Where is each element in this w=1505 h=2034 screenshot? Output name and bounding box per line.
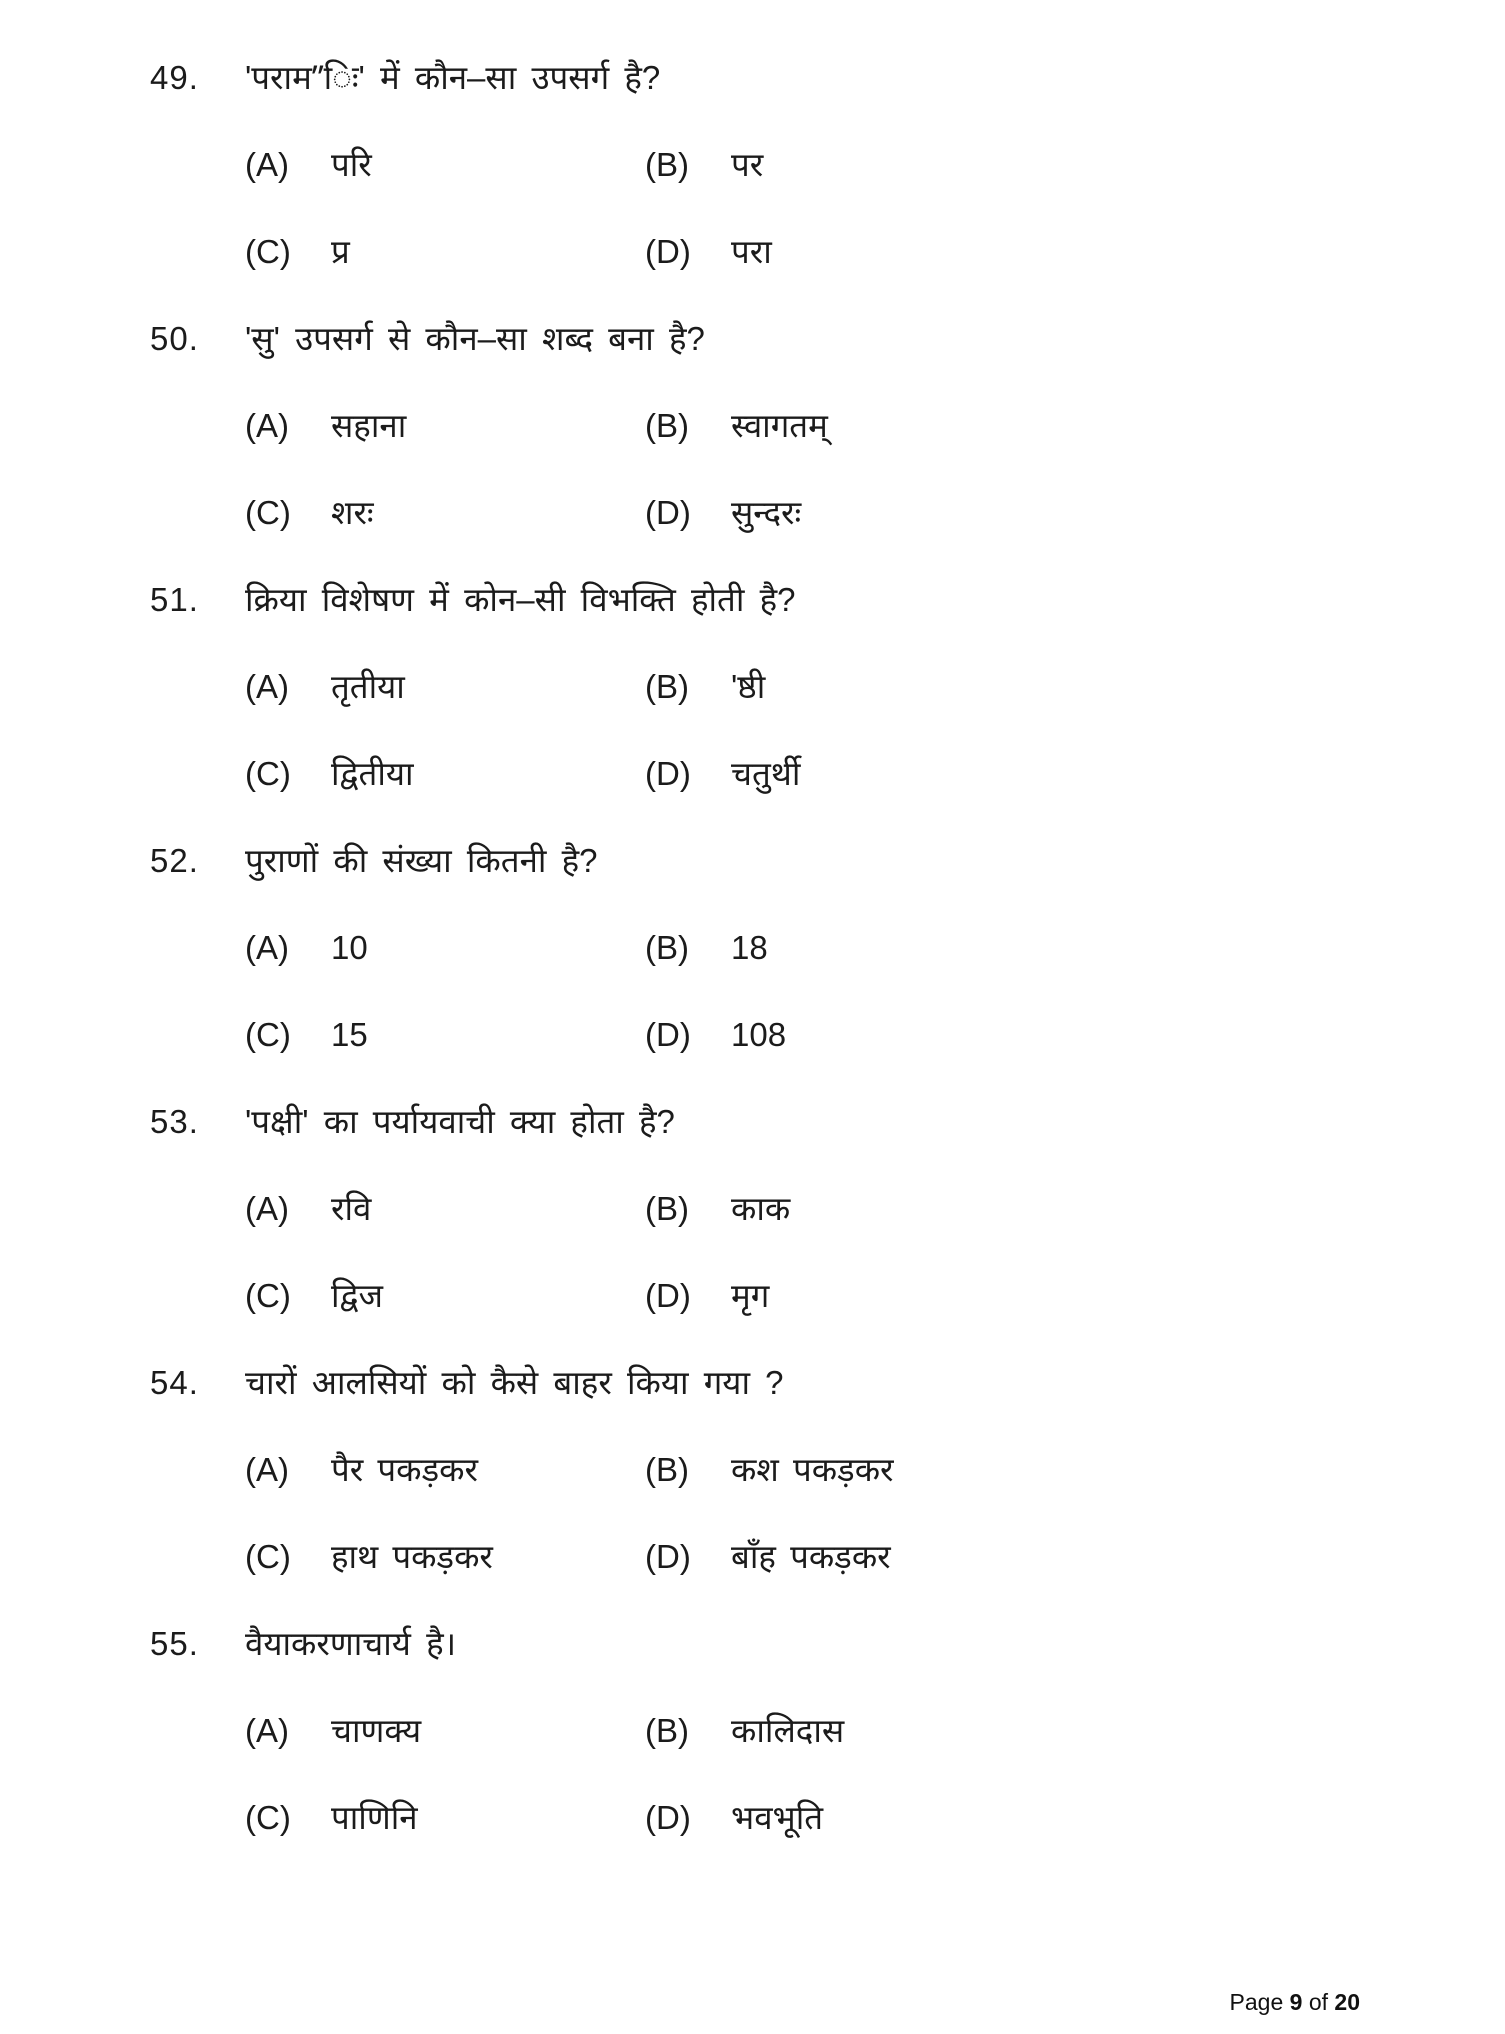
option-label: (C) [245,1277,291,1314]
option-text: द्विज [331,1277,384,1314]
option-a [245,406,645,446]
question-54 [150,1363,1445,1577]
option-label: (A) [245,407,289,444]
question-number: 53. [150,1103,199,1140]
option-label: (C) [245,494,291,531]
question-text: पुराणों की संख्या कितनी है? [245,842,598,879]
option-text: सुन्दरः [731,494,802,531]
option-d [645,754,1445,794]
option-label: (C) [245,755,291,792]
option-a [245,1189,645,1229]
option-a [245,1450,645,1490]
options-grid [245,145,1445,272]
question-text: 'पक्षी' का पर्यायवाची क्या होता है? [245,1103,675,1140]
option-a [245,1711,645,1751]
option-label: (D) [645,1799,691,1836]
option-b [645,406,1445,446]
question-text: 'पराम”िः' में कौन–सा उपसर्ग है? [245,59,661,96]
option-c [245,493,645,533]
option-d [645,1798,1445,1838]
question-number: 52. [150,842,199,879]
option-d [645,1537,1445,1577]
option-label: (D) [645,1538,691,1575]
question-52 [150,841,1445,1055]
footer-page-current: 9 [1289,1989,1303,2015]
option-label: (D) [645,1016,691,1053]
option-text: पाणिनि [331,1799,418,1836]
question-number: 51. [150,581,199,618]
option-b [645,667,1445,707]
option-label: (A) [245,668,289,705]
option-label: (A) [245,146,289,183]
option-label: (A) [245,1712,289,1749]
question-header [150,319,1445,359]
question-50 [150,319,1445,533]
option-label: (C) [245,1016,291,1053]
options-grid [245,1450,1445,1577]
option-label: (B) [645,929,689,966]
option-label: (C) [245,1538,291,1575]
option-a [245,145,645,185]
option-text: चाणक्य [331,1712,422,1749]
options-grid [245,406,1445,533]
option-d [645,232,1445,272]
option-text: स्वागतम् [731,407,828,444]
option-a [245,928,645,968]
option-text: तृतीया [331,668,405,705]
question-text: क्रिया विशेषण में कोन–सी विभक्ति होती है? [245,581,796,618]
option-b [645,1711,1445,1751]
option-text: मृग [731,1277,770,1314]
option-label: (D) [645,233,691,270]
question-text: वैयाकरणाचार्य है। [245,1625,457,1662]
option-text: पैर पकड़कर [331,1451,478,1488]
option-text: रवि [331,1190,372,1227]
footer-of-label: of [1308,1989,1329,2015]
question-header [150,58,1445,98]
options-grid [245,667,1445,794]
option-label: (B) [645,668,689,705]
question-header [150,841,1445,881]
option-d [645,1015,1445,1055]
question-51 [150,580,1445,794]
option-text: 'ष्ठी [731,668,766,705]
option-label: (D) [645,1277,691,1314]
options-grid [245,1189,1445,1316]
question-53 [150,1102,1445,1316]
question-number: 55. [150,1625,199,1662]
page-footer [1230,1989,1360,2016]
question-header [150,1102,1445,1142]
option-label: (A) [245,1451,289,1488]
option-text: कालिदास [731,1712,845,1749]
option-label: (D) [645,494,691,531]
question-49 [150,58,1445,272]
option-c [245,1015,645,1055]
option-c [245,754,645,794]
option-text: चतुर्थी [731,755,801,792]
option-label: (B) [645,1712,689,1749]
option-text: कश पकड़कर [731,1451,894,1488]
option-b [645,1189,1445,1229]
question-number: 49. [150,59,199,96]
question-header [150,580,1445,620]
option-d [645,493,1445,533]
footer-page-label: Page [1229,1989,1284,2015]
option-c [245,232,645,272]
option-c [245,1798,645,1838]
option-text: परि [331,146,372,183]
option-text: 10 [331,929,368,966]
question-number: 54. [150,1364,199,1401]
option-text: पर [731,146,764,183]
option-d [645,1276,1445,1316]
options-grid [245,1711,1445,1838]
option-label: (A) [245,929,289,966]
option-text: शरः [331,494,374,531]
option-text: परा [731,233,772,270]
option-text: सहाना [331,407,407,444]
option-label: (D) [645,755,691,792]
option-text: 108 [731,1016,787,1053]
question-number: 50. [150,320,199,357]
option-a [245,667,645,707]
option-text: बाँह पकड़कर [731,1538,891,1575]
question-55 [150,1624,1445,1838]
question-text: चारों आलसियों को कैसे बाहर किया गया ? [245,1364,784,1401]
option-b [645,145,1445,185]
option-label: (C) [245,233,291,270]
option-label: (B) [645,146,689,183]
option-text: हाथ पकड़कर [331,1538,493,1575]
options-grid [245,928,1445,1055]
option-c [245,1537,645,1577]
question-header [150,1363,1445,1403]
question-header [150,1624,1445,1664]
option-label: (A) [245,1190,289,1227]
option-text: 18 [731,929,768,966]
question-text: 'सु' उपसर्ग से कौन–सा शब्द बना है? [245,320,705,357]
option-label: (C) [245,1799,291,1836]
option-b [645,928,1445,968]
option-text: 15 [331,1016,368,1053]
option-label: (B) [645,1190,689,1227]
option-label: (B) [645,1451,689,1488]
option-text: प्र [331,233,350,270]
footer-page-total: 20 [1334,1989,1360,2015]
option-text: द्वितीया [331,755,414,792]
option-b [645,1450,1445,1490]
option-c [245,1276,645,1316]
option-text: भवभूति [731,1799,824,1836]
option-text: काक [731,1190,791,1227]
option-label: (B) [645,407,689,444]
